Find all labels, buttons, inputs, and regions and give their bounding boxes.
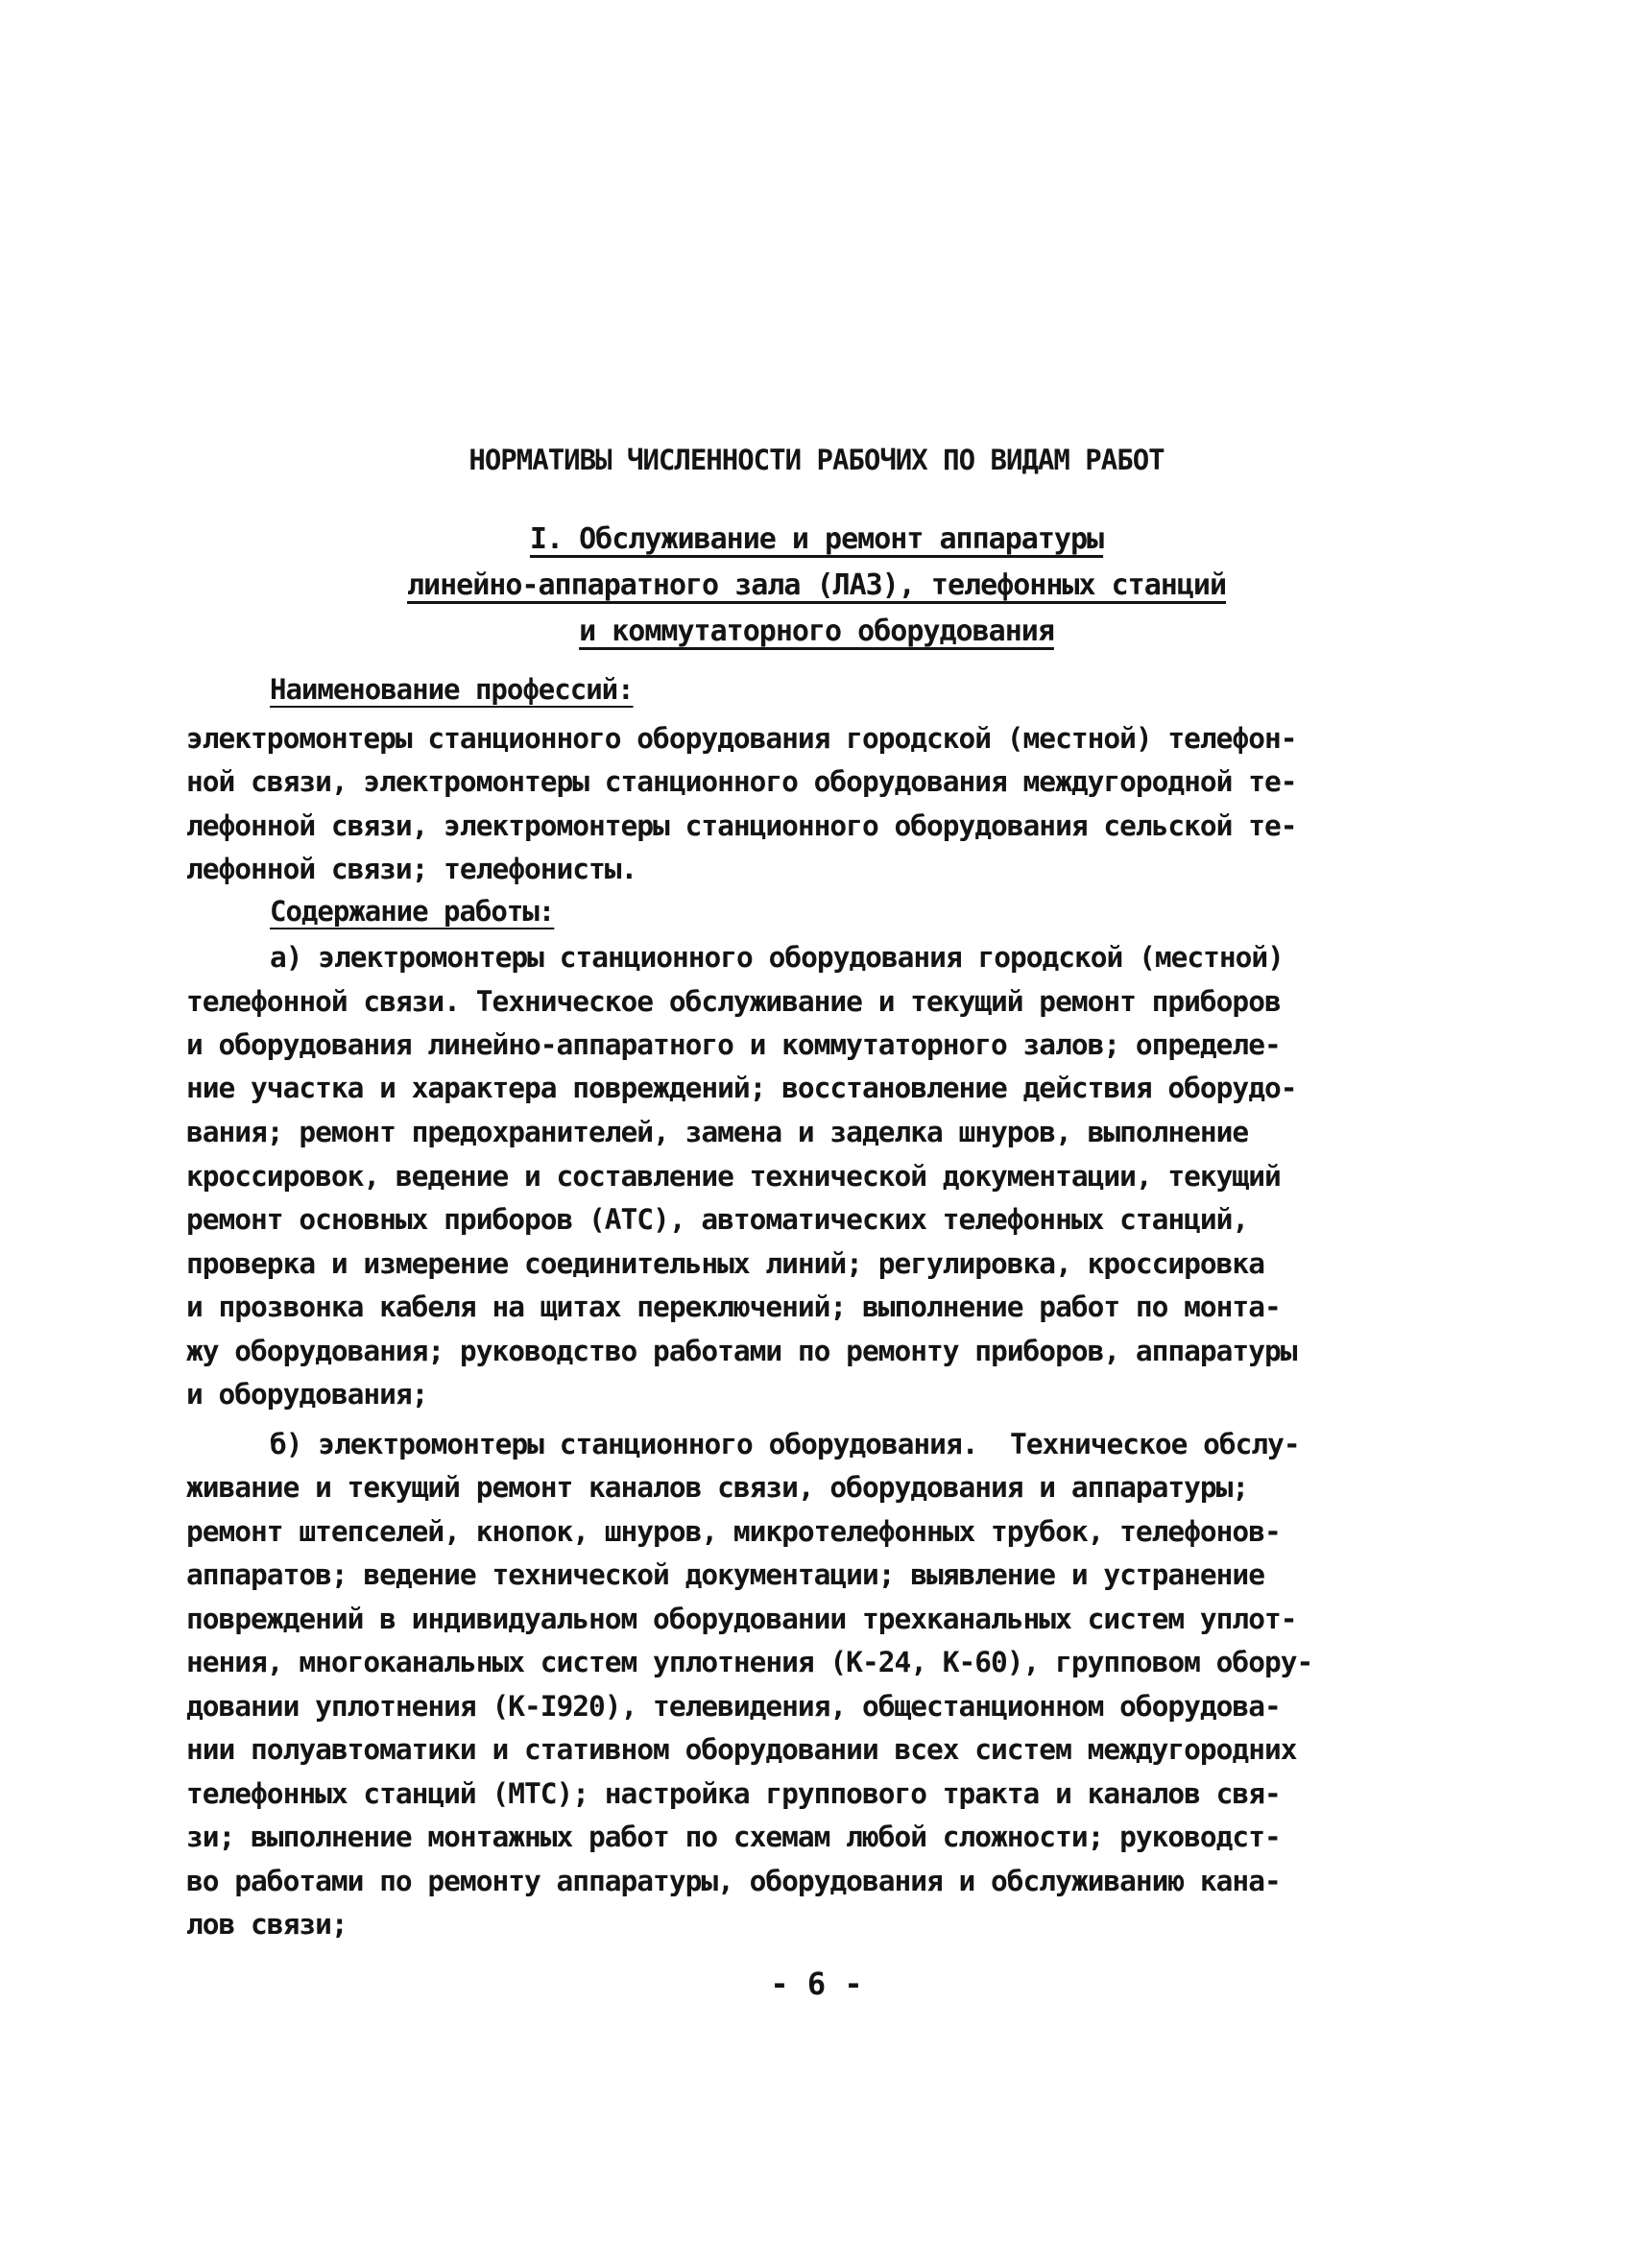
item-b-line-8: нии полуавтоматики и стативном оборудовании всех систем междугородних [186,1733,1297,1766]
content-label: Содержание работы: [270,895,555,928]
professions-line-2: ной связи, электромонтеры станционного оборудования междугородной те- [186,765,1297,798]
section-title-line-1: I. Обслуживание и ремонт аппаратуры [529,522,1104,556]
item-b-line-12: лов связи; [186,1908,348,1941]
item-a-line-10: жу оборудования; руководство работами по ремонту приборов, аппаратуры [186,1335,1297,1367]
item-b-line-11: во работами по ремонту аппаратуры, оборудования и обслуживанию кана- [186,1865,1281,1897]
section-title-line-3: и коммутаторного оборудования [579,615,1054,648]
item-b-line-9: телефонных станций (МТС); настройка группового тракта и каналов свя- [186,1777,1281,1810]
item-a-line-3: и оборудования линейно-аппаратного и коммутаторного залов; определе- [186,1028,1281,1061]
main-heading: НОРМАТИВЫ ЧИСЛЕННОСТИ РАБОЧИХ ПО ВИДАМ РАБОТ [468,444,1165,476]
item-b-line-3: ремонт штепселей, кнопок, шнуров, микротелефонных трубок, телефонов- [186,1515,1281,1548]
page-number: - 6 - [770,1966,863,2002]
item-a-line-8: проверка и измерение соединительных линий; регулировка, кроссировка [186,1247,1264,1280]
section-title-line-2: линейно-аппаратного зала (ЛАЗ), телефонных станций [406,568,1227,602]
item-b-line-6: нения, многоканальных систем уплотнения (К-24, К-60), групповом обору- [186,1646,1313,1678]
item-b-line-2: живание и текущий ремонт каналов связи, оборудования и аппаратуры; [186,1471,1249,1504]
professions-line-4: лефонной связи; телефонисты. [186,853,637,885]
item-a-line-9: и прозвонка кабеля на щитах переключений; выполнение работ по монта- [186,1291,1281,1323]
item-b-line-5: повреждений в индивидуальном оборудовании трехканальных систем уплот- [186,1603,1297,1635]
item-a-line-6: кроссировок, ведение и составление технической документации, текущий [186,1160,1281,1193]
item-b-line-10: зи; выполнение монтажных работ по схемам любой сложности; руководст- [186,1821,1281,1853]
item-a-line-1: а) электромонтеры станционного оборудования городской (местной) [270,941,1284,974]
item-a-line-4: ние участка и характера повреждений; восстановление действия оборудо- [186,1072,1297,1104]
item-a-line-7: ремонт основных приборов (АТС), автоматических телефонных станций, [186,1203,1249,1236]
item-b-line-4: аппаратов; ведение технической документации; выявление и устранение [186,1558,1264,1591]
item-b-line-7: довании уплотнения (К-I920), телевидения, общестанционном оборудова- [186,1690,1281,1723]
item-b-line-1: б) электромонтеры станционного оборудования. Техническое обслу- [270,1428,1300,1460]
item-a-line-11: и оборудования; [186,1378,428,1411]
professions-label: Наименование профессий: [270,673,634,706]
item-a-line-5: вания; ремонт предохранителей, замена и заделка шнуров, выполнение [186,1116,1249,1148]
professions-line-1: электромонтеры станционного оборудования городской (местной) телефон- [186,722,1297,755]
item-a-line-2: телефонной связи. Техническое обслуживание и текущий ремонт приборов [186,985,1281,1018]
professions-line-3: лефонной связи, электромонтеры станционного оборудования сельской те- [186,809,1297,842]
